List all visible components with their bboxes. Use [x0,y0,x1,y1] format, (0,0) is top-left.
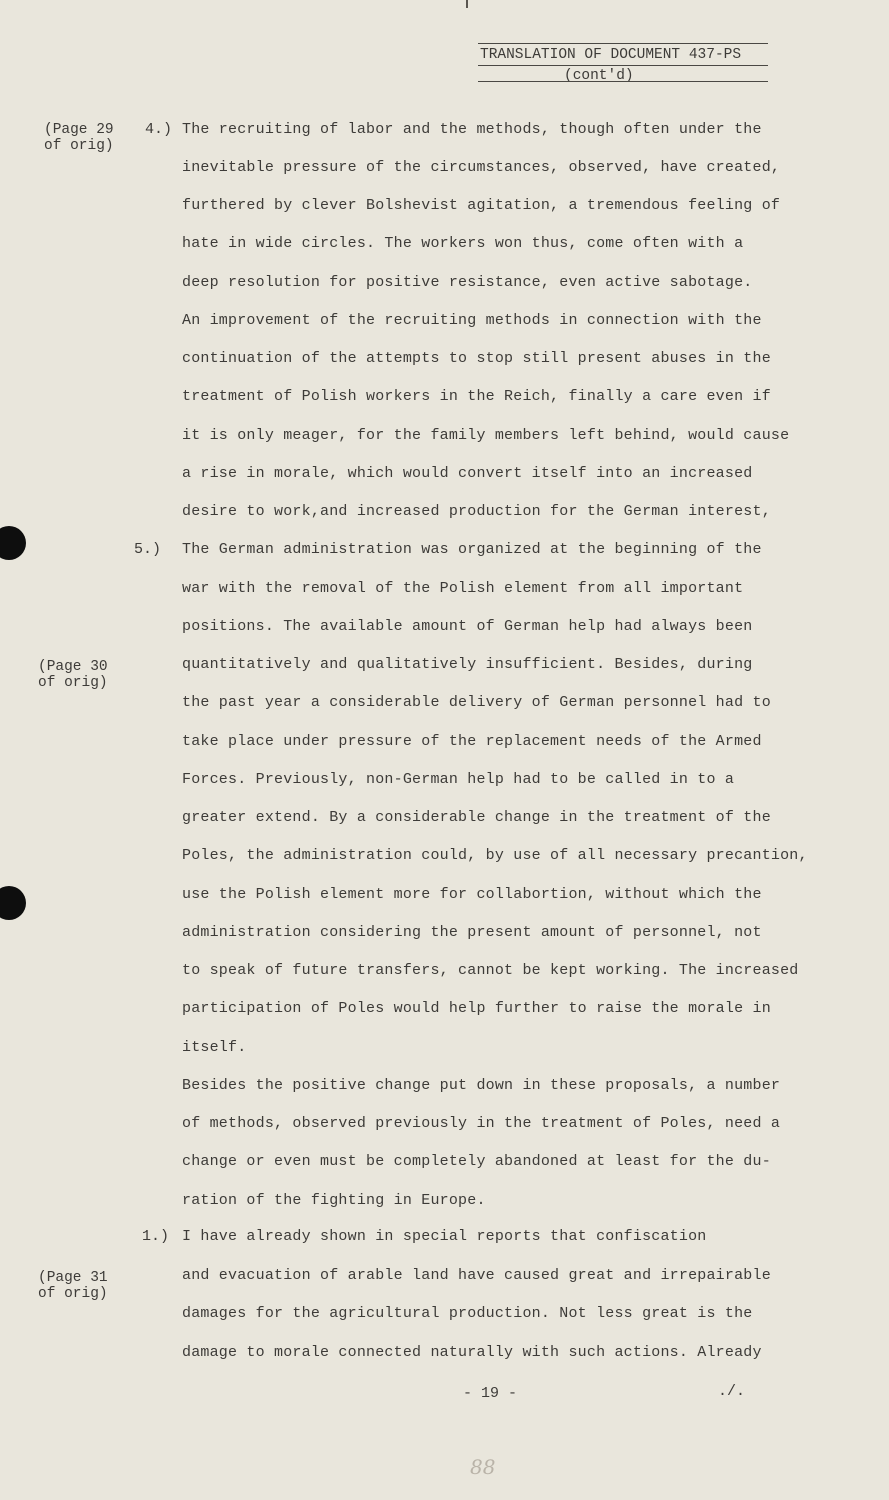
text-line: ration of the fighting in Europe. [182,1192,486,1209]
text-line: inevitable pressure of the circumstances, observed, have created, [182,159,781,176]
text-line: treatment of Polish workers in the Reich, finally a care even if [182,388,771,405]
text-line: An improvement of the recruiting methods in connection with the [182,312,762,329]
margin-note-page-30: (Page 30 of orig) [38,659,108,691]
text-line: administration considering the present amount of personnel, not [182,924,762,941]
text-line: I have already shown in special reports that confiscation [182,1228,707,1245]
margin-note-page-29: (Page 29 of orig) [44,122,114,154]
text-line: to speak of future transfers, cannot be kept working. The increased [182,962,799,979]
text-line: change or even must be completely abandoned at least for the du- [182,1153,771,1170]
header-contd: (cont'd) [564,68,634,84]
text-line: of methods, observed previously in the treatment of Poles, need a [182,1115,781,1132]
text-line: hate in wide circles. The workers won thus, come often with a [182,235,744,252]
text-line: use the Polish element more for collabortion, without which the [182,886,762,903]
punch-hole-lower [0,886,26,920]
text-line: take place under pressure of the replacement needs of the Armed [182,733,762,750]
text-line: The German administration was organized at the beginning of the [182,541,762,558]
paragraph-number-4: 4.) [145,121,173,138]
punch-hole-upper [0,526,26,560]
paragraph-number-5: 5.) [134,541,162,558]
header-underline [478,81,768,82]
text-line: participation of Poles would help further to raise the morale in [182,1000,771,1017]
text-line: the past year a considerable delivery of German personnel had to [182,694,771,711]
text-line: Poles, the administration could, by use of all necessary precantion, [182,847,808,864]
text-line: desire to work,and increased production for the German interest, [182,503,771,520]
page-number: - 19 - [463,1385,518,1402]
text-line: continuation of the attempts to stop still present abuses in the [182,350,771,367]
text-line: damage to morale connected naturally with such actions. Already [182,1344,762,1361]
document-header [478,43,768,86]
top-mark [466,0,468,8]
text-line: positions. The available amount of German help had always been [182,618,753,635]
text-line: war with the removal of the Polish element from all important [182,580,744,597]
text-line: The recruiting of labor and the methods, though often under the [182,121,762,138]
header-title: TRANSLATION OF DOCUMENT 437-PS [478,43,768,66]
paragraph-number-1: 1.) [142,1228,170,1245]
text-line: damages for the agricultural production. Not less great is the [182,1305,753,1322]
text-line: a rise in morale, which would convert itself into an increased [182,465,753,482]
text-line: deep resolution for positive resistance, even active sabotage. [182,274,753,291]
text-line: itself. [182,1039,247,1056]
text-line: it is only meager, for the family members left behind, would cause [182,427,790,444]
margin-note-page-31: (Page 31 of orig) [38,1270,108,1302]
pencil-page-mark: 88 [470,1455,496,1479]
text-line: Besides the positive change put down in these proposals, a number [182,1077,781,1094]
text-line: furthered by clever Bolshevist agitation, a tremendous feeling of [182,197,781,214]
text-line: Forces. Previously, non-German help had to be called in to a [182,771,735,788]
continuation-mark: ./. [718,1383,746,1400]
text-line: and evacuation of arable land have caused great and irrepairable [182,1267,771,1284]
text-line: quantitatively and qualitatively insufficient. Besides, during [182,656,753,673]
text-line: greater extend. By a considerable change in the treatment of the [182,809,771,826]
